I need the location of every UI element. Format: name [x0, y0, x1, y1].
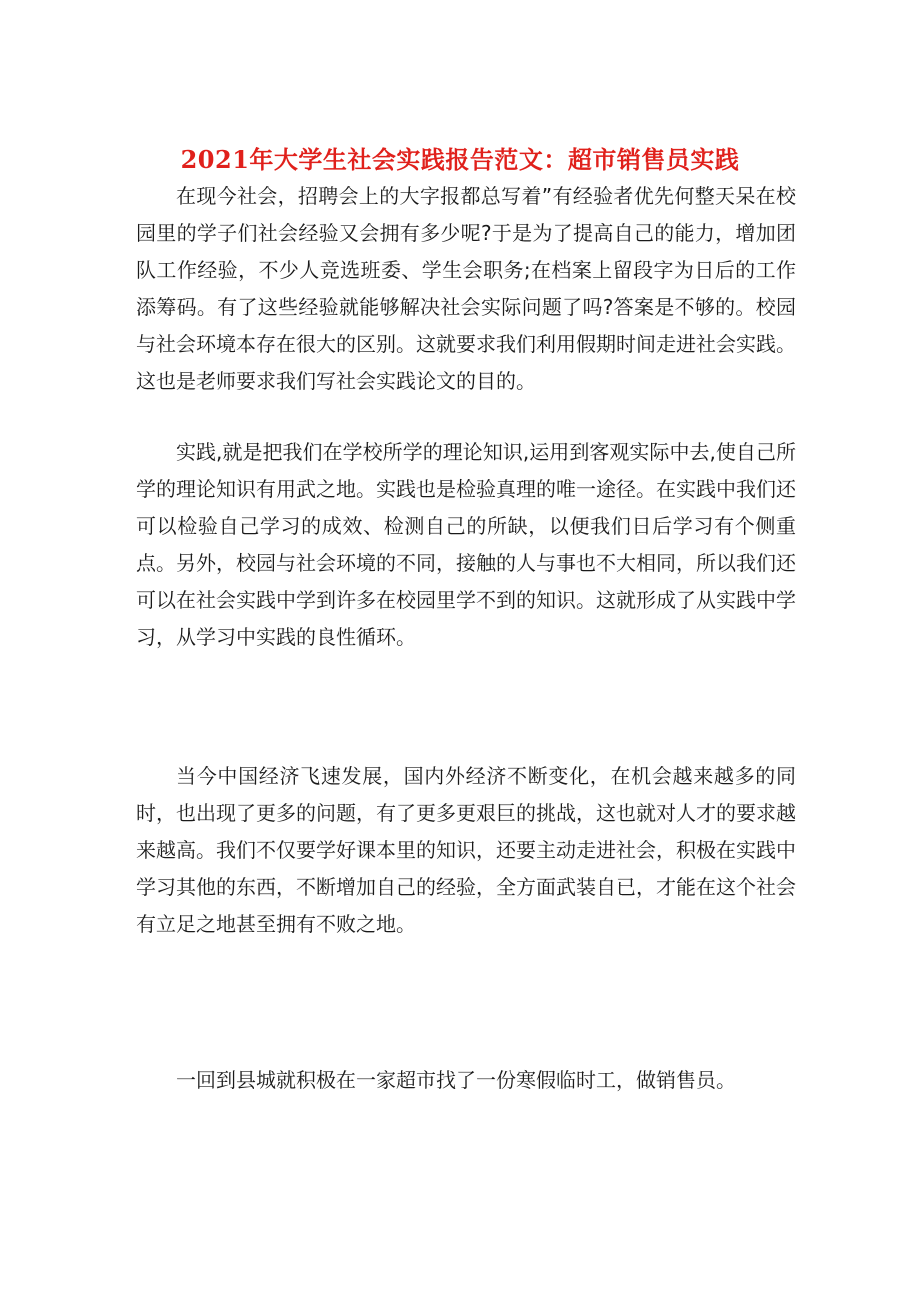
document-title: 2021年大学生社会实践报告范文：超市销售员实践	[180, 145, 740, 175]
paragraph-1: 在现今社会，招聘会上的大字报都总写着”有经验者优先何整天呆在校园里的学子们社会经验又会拥有多少呢?于是为了提高自己的能力，增加团队工作经验，不少人竞选班委、学生会职务;在档案上留段字为日后的工作添筹码。有了这些经验就能够解决社会实际问题了吗?答案是不够的。校园与社会环境本存在很大的区别。这就要求我们利用假期时间走进社会实践。这也是老师要求我们写社会实践论文的目的。	[136, 184, 796, 393]
paragraph-2: 实践,就是把我们在学校所学的理论知识,运用到客观实际中去,使自己所学的理论知识有用武之地。实践也是检验真理的唯一途径。在实践中我们还可以检验自己学习的成效、检测自己的所缺，以便我们日后学习有个侧重点。另外，校园与社会环境的不同，接触的人与事也不大相同，所以我们还可以在社会实践中学到许多在校园里学不到的知识。这就形成了从实践中学习，从学习中实践的良性循环。	[136, 440, 796, 649]
paragraph-3: 当今中国经济飞速发展，国内外经济不断变化，在机会越来越多的同时，也出现了更多的问题，有了更多更艰巨的挑战，这也就对人才的要求越来越高。我们不仅要学好课本里的知识，还要主动走进社会，积极在实践中学习其他的东西，不断增加自己的经验，全方面武装自已，才能在这个社会有立足之地甚至拥有不败之地。	[136, 764, 796, 936]
paragraph-4: 一回到县城就积极在一家超市找了一份寒假临时工，做销售员。	[176, 1068, 736, 1092]
